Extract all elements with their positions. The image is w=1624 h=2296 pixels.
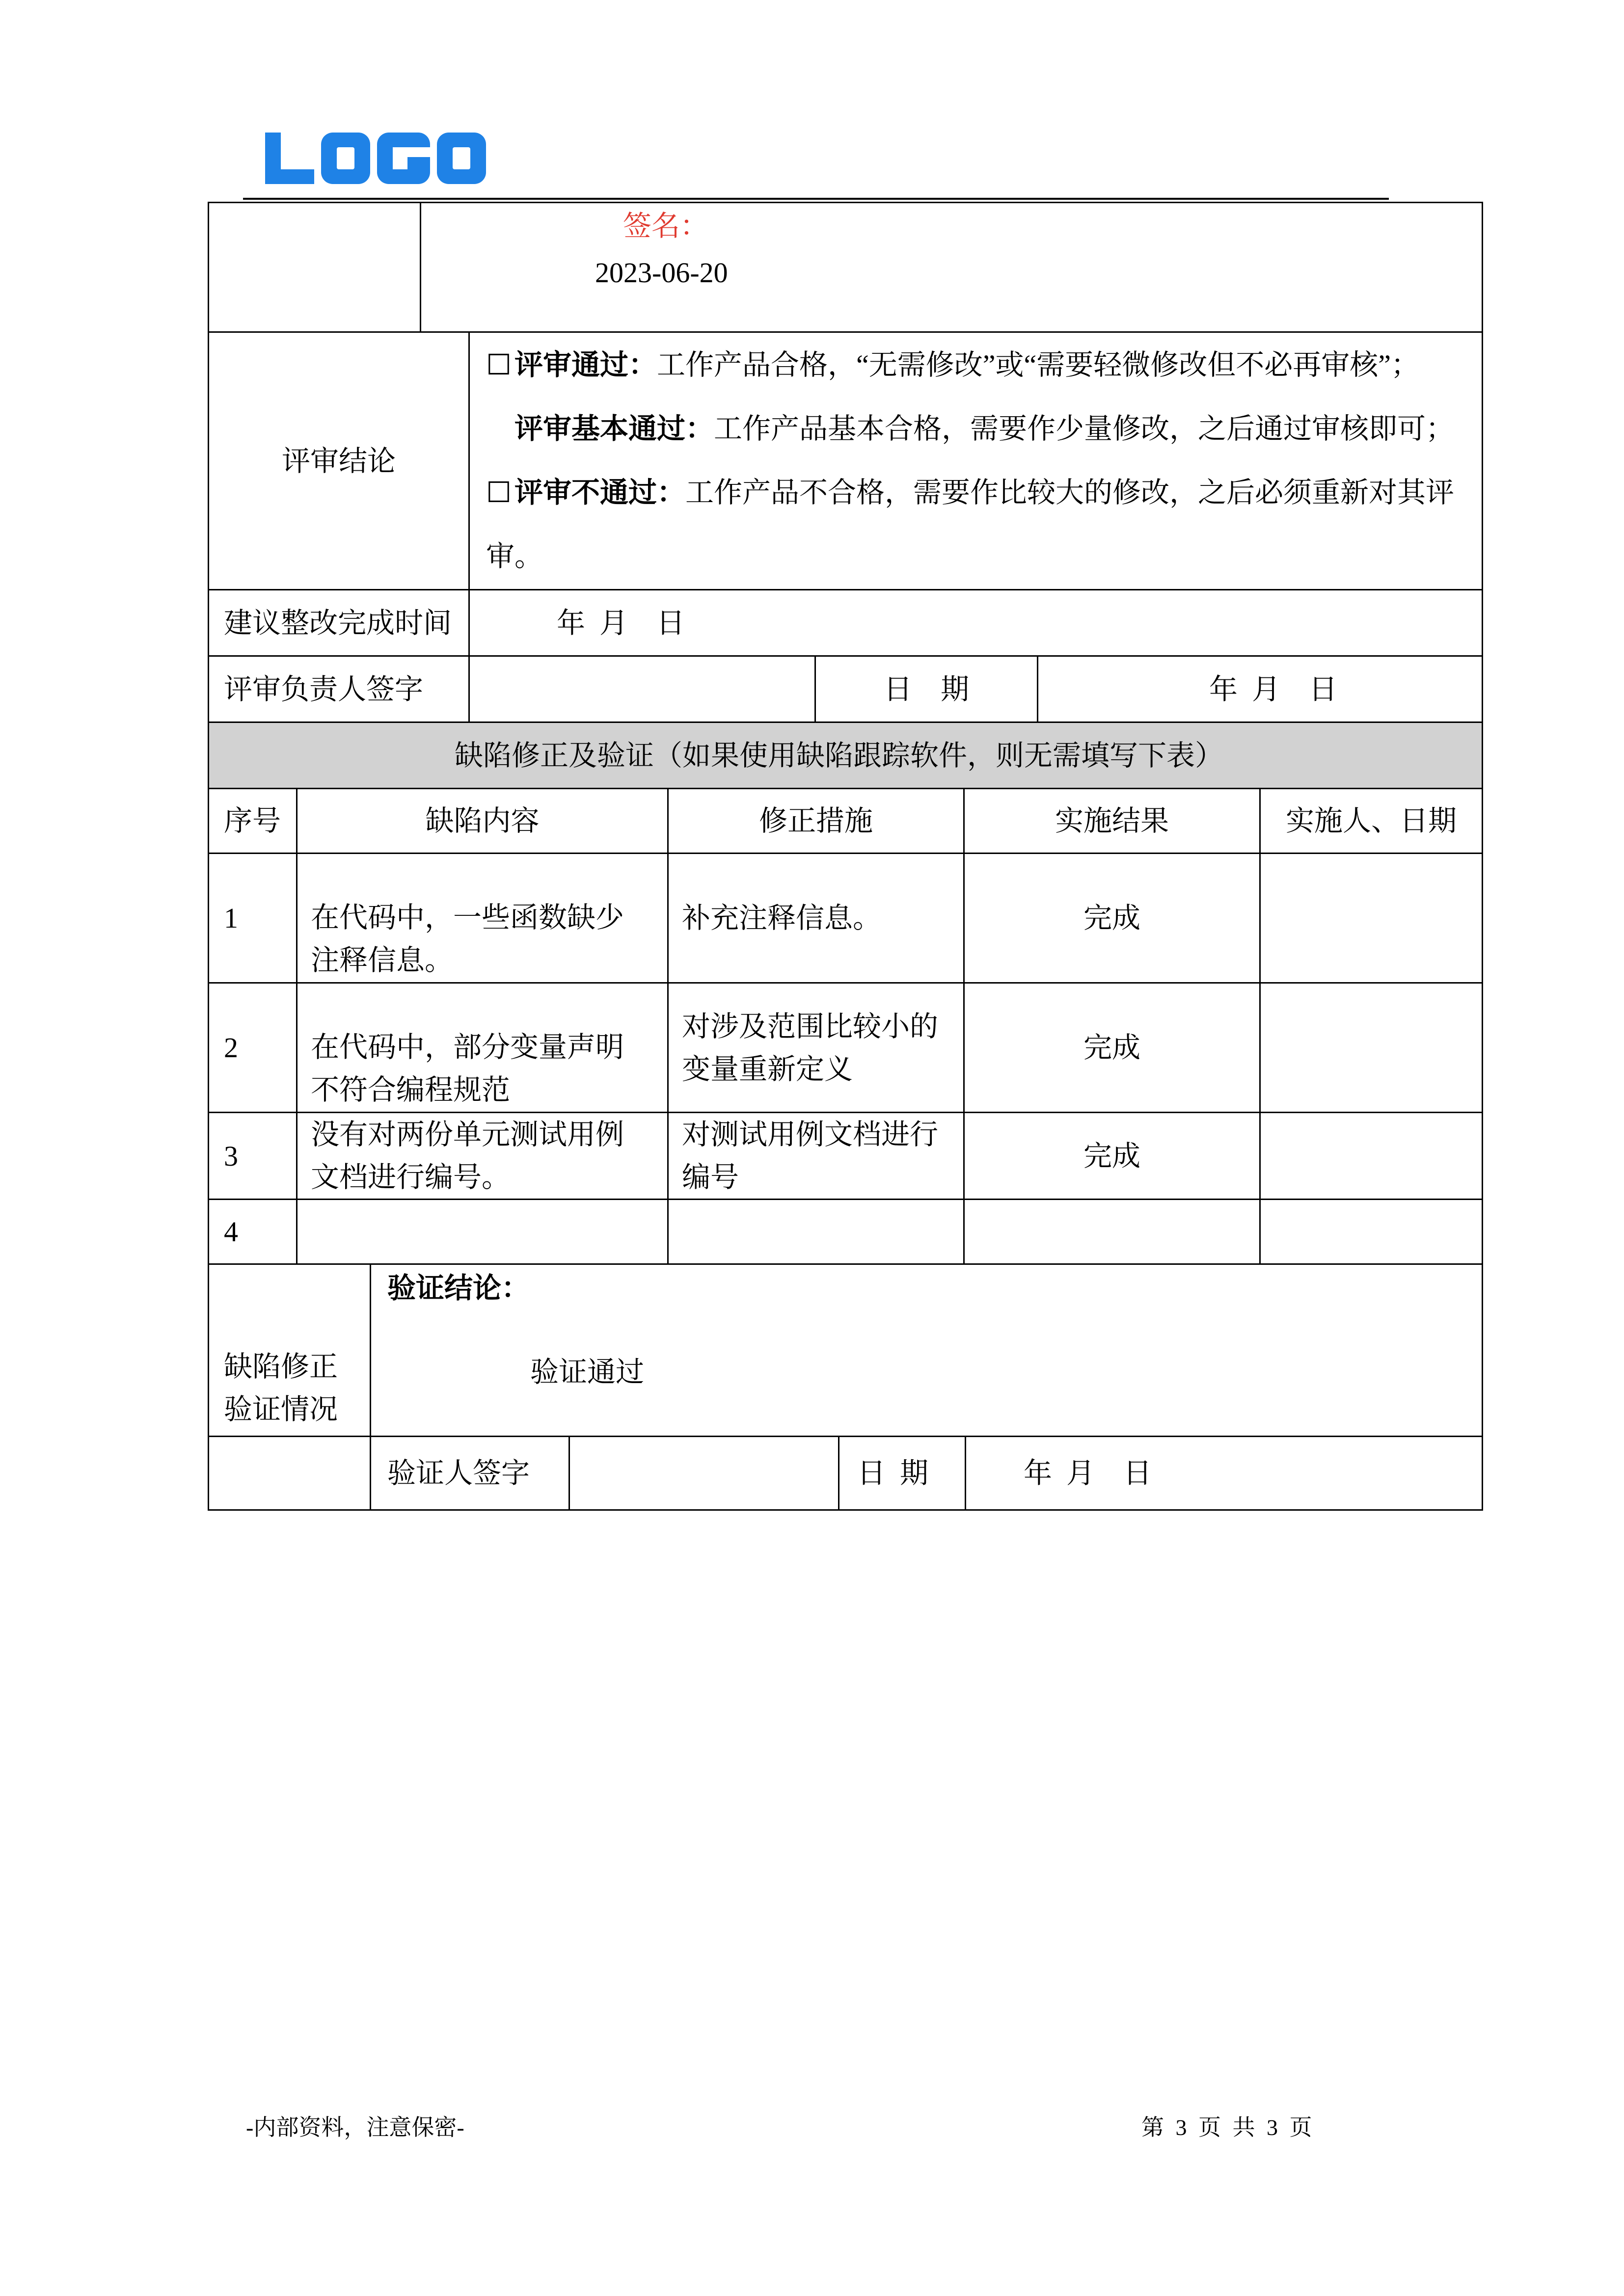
reviewer-signature-cell [468,655,816,723]
defect-row-number-cell [208,982,298,1113]
review-option-title: 评审不通过： [514,477,686,508]
column-header-no [208,788,298,854]
defect-row-number-cell [208,1199,298,1265]
defect-row-number: 2 [224,1032,238,1064]
defect-content-cell [296,982,669,1113]
defect-result: 完成 [1083,902,1140,934]
review-conclusion-label-cell [208,331,470,590]
defect-fix: 对测试用例文档进行编号 [682,1119,939,1193]
verifier-label: 验证人签字 [387,1457,530,1489]
defect-content: 没有对两份单元测试用例文档进行编号。 [311,1119,624,1193]
defect-row-number-cell [208,853,298,984]
signature-label: 签名： [623,210,709,242]
deadline-date: 年 月 日 [557,607,685,639]
reviewer-label: 评审负责人签字 [224,673,424,705]
defect-content-cell [296,853,669,984]
defect-content-cell [296,1199,669,1265]
column-header-label: 序号 [224,805,281,837]
verification-blank-cell [208,1436,371,1511]
defect-fix: 对涉及范围比较小的变量重新定义 [682,1010,939,1085]
defect-result-cell [963,1199,1261,1265]
defect-row-number: 4 [224,1216,238,1248]
defect-row-number-cell [208,1112,298,1200]
verifier-date: 年 月 日 [1024,1457,1152,1489]
reviewer-date: 年 月 日 [1209,673,1338,705]
column-header-result [963,788,1261,854]
defect-fix: 补充注释信息。 [682,902,882,934]
verification-conclusion-label: 验证结论： [387,1272,530,1304]
signature-cell [420,202,1483,333]
review-form-table [208,202,1483,1511]
defect-content-cell [296,1112,669,1200]
reviewer-date-label: 日 期 [883,673,969,705]
checkbox-icon[interactable]: ☐ [486,349,512,381]
review-conclusion-label: 评审结论 [281,445,396,477]
footer-page-number: 第 3 页 共 3 页 [1141,2115,1312,2140]
column-header-fix [667,788,965,854]
column-header-label: 修正措施 [758,805,873,837]
column-header-label: 实施人、日期 [1285,805,1457,837]
column-header-content [296,788,669,854]
deadline-label-cell [208,589,470,657]
defect-result-cell [963,853,1261,984]
review-option-pass [486,333,1468,397]
footer-confidential-note: -内部资料，注意保密- [246,2115,464,2140]
verification-label: 缺陷修正验证情况 [224,1351,338,1425]
defect-content: 在代码中，一些函数缺少注释信息。 [311,902,624,976]
verifier-date-label-cell [838,1436,966,1511]
review-option-text: 工作产品基本合格，需要作少量修改，之后通过审核即可； [714,413,1455,445]
signature-blank-cell [208,202,421,333]
verifier-date-cell [965,1436,1483,1511]
verification-label-cell [208,1263,371,1437]
defect-section-title: 缺陷修正及验证（如果使用缺陷跟踪软件，则无需填写下表） [454,739,1223,772]
defect-result-cell [963,1112,1261,1200]
defect-fix-cell [667,1199,965,1265]
review-option-fail [486,461,1468,588]
defect-content: 在代码中，部分变量声明不符合编程规范 [311,1031,624,1106]
review-option-title: 评审基本通过： [514,413,714,445]
review-options [486,333,1468,588]
deadline-value-cell [468,589,1483,657]
reviewer-date-label-cell [814,655,1038,723]
company-logo [265,133,486,184]
defect-implementer-cell [1259,853,1483,984]
defect-row-number: 1 [224,902,238,934]
defect-fix-cell [667,1112,965,1200]
column-header-label: 实施结果 [1055,805,1169,837]
signature-date: 2023-06-20 [595,257,728,289]
defect-implementer-cell [1259,982,1483,1113]
defect-result-cell [963,982,1261,1113]
verifier-label-cell [370,1436,570,1511]
header-rule [243,198,1389,200]
review-conclusion-options-cell [468,331,1483,590]
defect-row-number: 3 [224,1140,238,1172]
verifier-date-label: 日 期 [857,1457,929,1489]
deadline-label: 建议整改完成时间 [224,607,452,639]
verification-conclusion-cell [370,1263,1483,1437]
defect-implementer-cell [1259,1112,1483,1200]
reviewer-label-cell [208,655,470,723]
column-header-implementer [1259,788,1483,854]
review-option-title: 评审通过： [514,349,657,381]
defect-result: 完成 [1083,1140,1140,1172]
review-option-text: 工作产品合格，“无需修改”或“需要轻微修改但不必再审核”； [657,349,1419,381]
checkbox-icon[interactable]: ☐ [486,477,512,508]
review-option-text: 工作产品不合格，需要作比较大的修改，之后必须重新对其评审。 [486,477,1455,572]
reviewer-date-cell [1037,655,1483,723]
defect-section-header [208,721,1483,789]
column-header-label: 缺陷内容 [425,805,540,837]
verifier-signature-cell [568,1436,839,1511]
verification-conclusion: 验证通过 [530,1356,645,1388]
defect-result: 完成 [1083,1032,1140,1064]
defect-fix-cell [667,982,965,1113]
review-option-basic-pass [486,397,1468,461]
defect-implementer-cell [1259,1199,1483,1265]
defect-fix-cell [667,853,965,984]
